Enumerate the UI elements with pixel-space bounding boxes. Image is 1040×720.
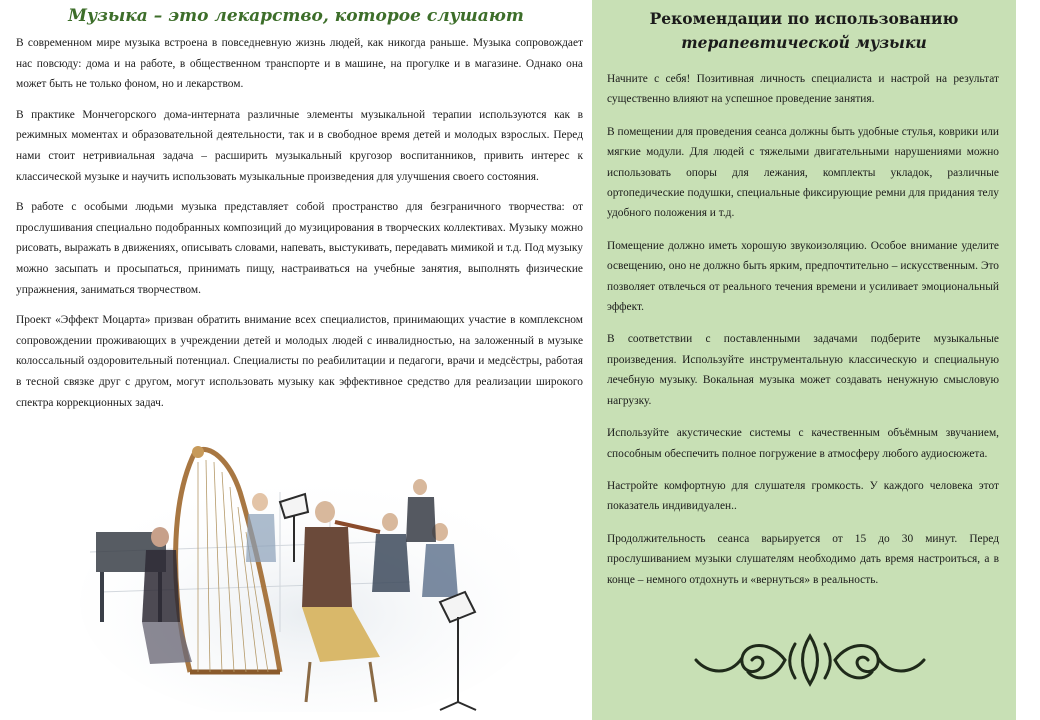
paragraph: Проект «Эффект Моцарта» призван обратить внимание всех специалистов, принимающих участие в комплексном сопровождении проживающих в учреждении детей и молодых людей с инвалидностью, на заложенный в музыке колоссальный оздоровительный потенциал. Специалисты по реабилитации и педагоги, врачи и медсёстры, работая в тесной связке друг с другом, могут использовать музыку как эффективное средство для реализации широкого спектра коррекционных задач. bbox=[16, 314, 583, 409]
paragraph: В соответствии с поставленными задачами подберите музыкальные произведения. Используйте инструментальную классическую и специальную лечебную музыку. Вокальная музыка может создавать ненужную смысловую нагрузку. bbox=[607, 333, 999, 407]
page-margin bbox=[1016, 0, 1040, 720]
paragraph: Начните с себя! Позитивная личность специалиста и настрой на результат существенно влияют на успешное проведение занятия. bbox=[607, 73, 999, 106]
paragraph: Продолжительность сеанса варьируется от 15 до 30 минут. Перед прослушиванием музыки слушателям необходимо дать время настроиться, а в конце – немного отдохнуть и «вернуться» в реальность. bbox=[607, 532, 999, 586]
paragraph: В современном мире музыка встроена в повседневную жизнь людей, как никогда раньше. Музыка сопровождает нас повсюду: дома и на работе, в общественном транспорте и в машине, на прогулке и в магазине. Однако она может быть не только фоном, но и лекарством. bbox=[16, 37, 583, 91]
recommendations-text bbox=[607, 69, 999, 602]
paragraph: Помещение должно иметь хорошую звукоизоляцию. Особое внимание уделите освещению, оно не должно быть ярким, предпочтительно – искусственным. Это позволяет отвлечься от реального течения времени и усиливает эмоциональный эффект. bbox=[607, 239, 999, 314]
right-column bbox=[592, 0, 1016, 720]
paragraph: В практике Мончегорского дома-интерната различные элементы музыкальной терапии используются как в режимных моментах и образовательной деятельности, так и в свободное время детей и молодых взрослых. Перед нами стоит нетривиальная задача – расширить музыкальный кругозор воспитанников, привить интерес к классической музыке и научить использовать музыкальные произведения для улучшения своего состояния. bbox=[16, 108, 583, 183]
recommendations-title bbox=[592, 7, 1016, 55]
paragraph: Используйте акустические системы с качественным объёмным звучанием, способным обеспечить полное погружение в атмосферу любого аудиосюжета. bbox=[607, 427, 999, 460]
paragraph: Настройте комфортную для слушателя громкость. У каждого человека этот показатель индивидуален.. bbox=[607, 479, 999, 513]
title-line-1: Рекомендации по использованию bbox=[649, 9, 959, 28]
paragraph: В работе с особыми людьми музыка представляет собой пространство для безграничного творчества: от прослушивания специально подобранных композиций до музицирования в творческих коллективах. Музыку можно рисовать, выражать в движениях, описывать словами, напевать, выстукивать, передавать мимикой и т.д. Под музыку можно засыпать и просыпаться, принимать пищу, настраиваться на учебные занятия, выполнять физические упражнения, заниматься творчеством. bbox=[16, 201, 583, 296]
intro-text bbox=[16, 33, 583, 423]
flourish-divider-icon bbox=[690, 632, 930, 688]
title-line-2: терапевтической музыки bbox=[681, 33, 927, 52]
paragraph: В помещении для проведения сеанса должны быть удобные стулья, коврики или мягкие модули. Для людей с тяжелыми двигательными нарушениями можно использовать опоры для лежания, комплекты укладок, различные ортопедические подушки, специальные фиксирующие ремни для придания телу удобного положения и т.д. bbox=[607, 125, 999, 220]
page-title: Музыка – это лекарство, которое слушают bbox=[68, 6, 524, 26]
orchestra-illustration bbox=[80, 432, 520, 712]
